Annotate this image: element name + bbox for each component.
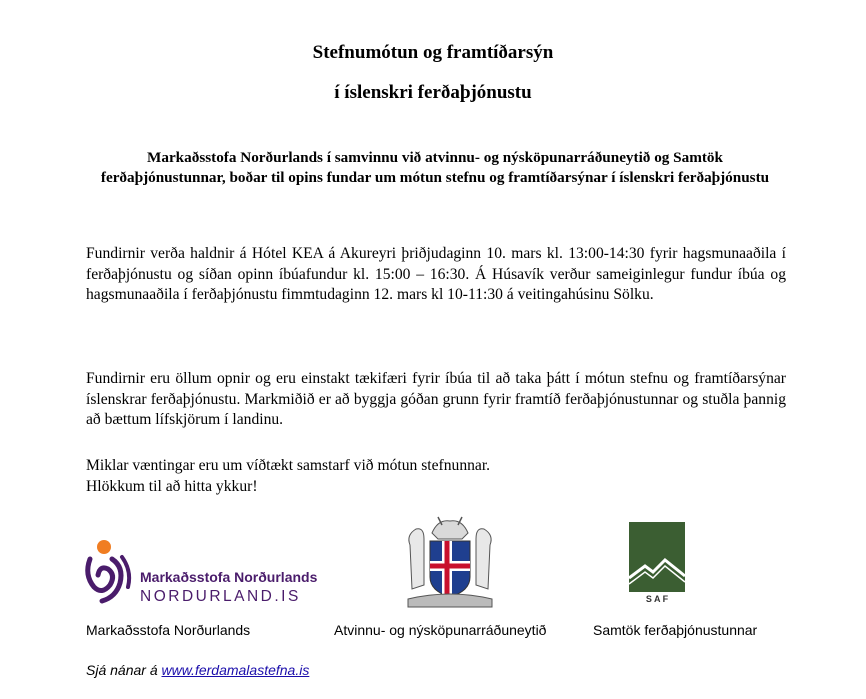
closing-line-2: Hlökkum til að hitta ykkur! — [86, 477, 258, 495]
markadsstofa-logo-domain: NORDURLAND.IS — [140, 588, 301, 605]
caption-markadsstofa: Markaðsstofa Norðurlands — [86, 622, 251, 638]
closing-line-1: Miklar væntingar eru um víðtækt samstarf við mótun stefnunnar. — [86, 457, 491, 474]
open-meeting-paragraph: Fundirnir eru öllum opnir og eru einstakt tækifæri fyrir íbúa til að taka þátt í mótun stefnu og framtíðarsýnar íslenskrar ferðaþjónustu. Markmiðið er að byggja góðan grunn fyrir framtíð ferðaþjónustunnar og stuðla þannig að bættum lífskjörum í landinu. — [86, 370, 786, 428]
saf-logo-text: S A F — [645, 594, 669, 604]
title-line-2: í íslenskri ferðaþjónustu — [334, 82, 532, 103]
markadsstofa-logo-name: Markaðsstofa Norðurlands — [140, 569, 318, 585]
closing-paragraph — [86, 456, 786, 497]
title-line-1: Stefnumótun og framtíðarsýn — [312, 42, 554, 63]
footer-more-info — [86, 662, 309, 678]
markadsstofa-swirl-icon — [80, 537, 140, 607]
saf-logo — [625, 522, 689, 606]
intro-paragraph: Markaðsstofa Norðurlands í samvinnu við atvinnu- og nýsköpunarráðuneytið og Samtök ferðaþjónustunnar, boðar til opins fundar um mótun stefnu og framtíðarsýnar í íslenskri ferðaþjónustu — [100, 149, 770, 186]
coat-of-arms-icon — [402, 515, 498, 613]
caption-saf: Samtök ferðaþjónustunnar — [593, 622, 758, 638]
coat-of-arms-logo — [402, 515, 498, 613]
website-link[interactable]: www.ferdamalastefna.is — [161, 662, 310, 678]
caption-raduneyti: Atvinnu- og nýsköpunarráðuneytið — [334, 622, 547, 638]
markadsstofa-logo — [80, 537, 320, 607]
footer-prefix: Sjá nánar á — [86, 662, 162, 678]
meeting-details-paragraph: Fundirnir verða haldnir á Hótel KEA á Akureyri þriðjudaginn 10. mars kl. 13:00-14:30 fyrir hagsmunaaðila í ferðaþjónustu og síðan opinn íbúafundur kl. 15:00 – 16:30. Á Húsavík verður sameiginlegur fundur íbúa og hagsmunaaðila í ferðaþjónustu fimmtudaginn 12. mars kl 10-11:30 á veitingahúsinu Sölku. — [86, 245, 786, 303]
